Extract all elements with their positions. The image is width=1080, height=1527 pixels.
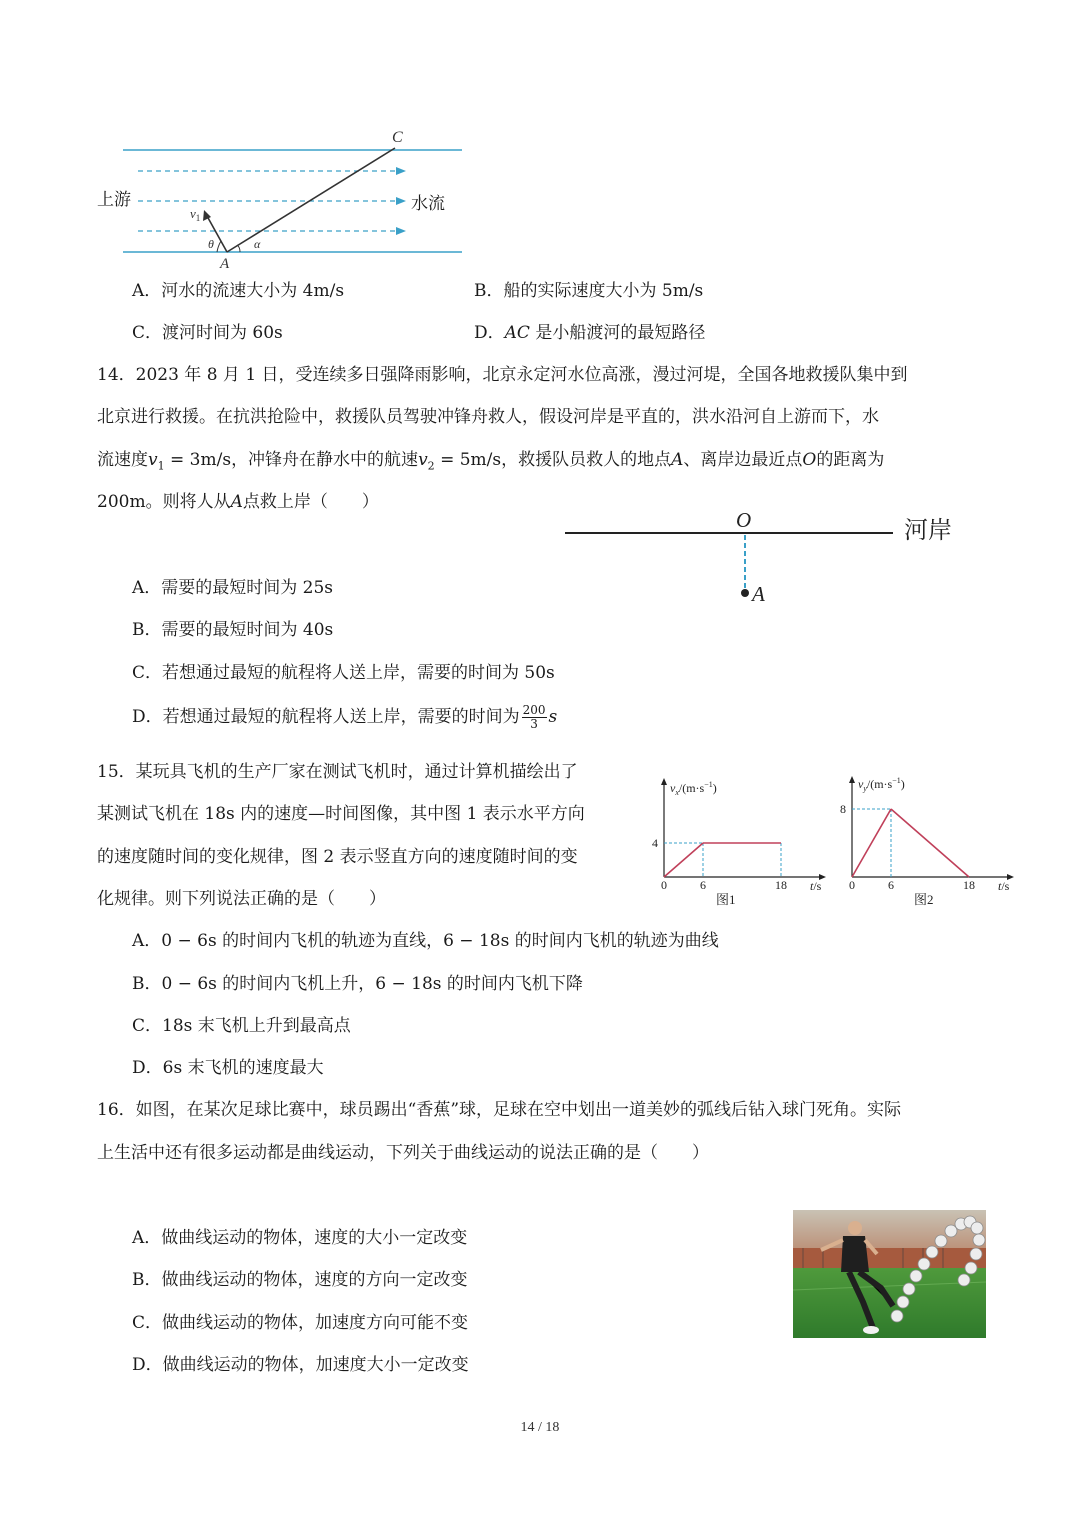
label-alpha: α xyxy=(254,237,261,251)
q14-line-1: 14．2023 年 8 月 1 日，受连续多日强降雨影响，北京永定河水位高涨，漫过河堤，全国各地救援队集中到 xyxy=(97,365,908,385)
x-tick-label: 6 xyxy=(888,878,894,892)
q15-option-b: B．0 − 6s 的时间内飞机上升，6 − 18s 的时间内飞机下降 xyxy=(132,974,583,994)
q15-option-d: D．6s 末飞机的速度最大 xyxy=(132,1058,324,1078)
q16-option-d: D．做曲线运动的物体，加速度大小一定改变 xyxy=(132,1355,469,1375)
x-tick-label: 0 xyxy=(849,878,855,892)
series-segment xyxy=(852,809,891,877)
y-axis-label: $v_x/(m\cdot s^{-1})$ xyxy=(670,780,717,797)
x-axis-label: t/s xyxy=(998,879,1010,893)
label-a-point: A xyxy=(752,582,765,606)
series-segment xyxy=(664,843,703,877)
q13-option-b: B．船的实际速度大小为 5m/s xyxy=(474,281,704,301)
football-photo xyxy=(793,1210,986,1338)
y-tick-label: 4 xyxy=(652,836,658,850)
x-tick-label: 6 xyxy=(700,878,706,892)
label-theta: θ xyxy=(208,237,214,251)
vy-time-chart xyxy=(828,770,1028,910)
q14-line-3: 流速度$v_1 = 3m/s$，冲锋舟在静水中的航速$v_2 = 5m/s$，救援队员救人的地点A、离岸边最近点O的距离为 xyxy=(97,450,885,473)
q14-line-4: 200m。则将人从A点救上岸（ ） xyxy=(97,492,379,512)
y-axis-arrow xyxy=(661,778,667,785)
q15-line-4: 化规律。则下列说法正确的是（ ） xyxy=(97,889,386,909)
flow-arrow-1 xyxy=(396,167,406,175)
x-tick-label: 0 xyxy=(661,878,667,892)
label-v1: $v_1$ xyxy=(190,206,201,223)
q15-line-2: 某测试飞机在 18s 内的速度—时间图像，其中图 1 表示水平方向 xyxy=(97,804,585,824)
q14-option-d: D．若想通过最短的航程将人送上岸，需要的时间为 200 3 s xyxy=(132,703,558,731)
label-riverbank: 河岸 xyxy=(904,516,952,544)
q14-option-b: B．需要的最短时间为 40s xyxy=(132,620,334,640)
chart-title: 图1 xyxy=(716,892,736,907)
label-o: O xyxy=(736,508,752,532)
q16-option-b: B．做曲线运动的物体，速度的方向一定改变 xyxy=(132,1270,468,1290)
q13-option-a: A．河水的流速大小为 4m/s xyxy=(132,281,345,301)
path-ac xyxy=(227,148,395,252)
velocity-v1-arrowhead xyxy=(203,210,211,221)
q15-line-3: 的速度随时间的变化规律，图 2 表示竖直方向的速度随时间的变 xyxy=(97,847,578,867)
vx-time-chart xyxy=(640,770,840,910)
label-c: C xyxy=(392,129,403,146)
q13-option-d: D．AC 是小船渡河的最短路径 xyxy=(474,323,706,343)
q16-line-1: 16．如图，在某次足球比赛中，球员踢出“香蕉”球，足球在空中划出一道美妙的弧线后钻入球门死角。实际 xyxy=(97,1100,902,1120)
q13-option-c: C．渡河时间为 60s xyxy=(132,323,283,343)
q15-option-a: A．0 − 6s 的时间内飞机的轨迹为直线，6 − 18s 的时间内飞机的轨迹为曲线 xyxy=(132,931,719,951)
x-tick-label: 18 xyxy=(963,878,975,892)
y-axis-arrow xyxy=(849,776,855,783)
q15-option-c: C．18s 末飞机上升到最高点 xyxy=(132,1016,351,1036)
q14-line-2: 北京进行救援。在抗洪抢险中，救援队员驾驶冲锋舟救人，假设河岸是平直的，洪水沿河自上游而下，水 xyxy=(97,407,879,427)
q14-option-c: C．若想通过最短的航程将人送上岸，需要的时间为 50s xyxy=(132,663,555,683)
x-axis-label: t/s xyxy=(810,879,822,893)
q16-line-2: 上生活中还有很多运动都是曲线运动，下列关于曲线运动的说法正确的是（ ） xyxy=(97,1143,709,1163)
q15-line-1: 15．某玩具飞机的生产厂家在测试飞机时，通过计算机描绘出了 xyxy=(97,762,578,782)
fraction: 200 3 xyxy=(522,703,546,731)
chart-title: 图2 xyxy=(914,892,934,907)
y-tick-label: 8 xyxy=(840,802,846,816)
point-a xyxy=(741,589,749,597)
q16-option-c: C．做曲线运动的物体，加速度方向可能不变 xyxy=(132,1313,469,1333)
q16-option-a: A．做曲线运动的物体，速度的大小一定改变 xyxy=(132,1228,468,1248)
y-axis-label: $v_y/(m\cdot s^{-1})$ xyxy=(858,776,905,793)
flow-arrow-2 xyxy=(396,197,406,205)
label-a: A xyxy=(220,256,230,272)
x-tick-label: 18 xyxy=(775,878,787,892)
flow-arrow-3 xyxy=(396,227,406,235)
label-water-flow: 水流 xyxy=(411,194,445,214)
angle-theta-arc xyxy=(217,241,221,252)
q14-option-a: A．需要的最短时间为 25s xyxy=(132,578,334,598)
label-upstream: 上游 xyxy=(97,190,131,210)
page-number: 14 / 18 xyxy=(520,1420,560,1435)
series-segment xyxy=(891,809,969,877)
